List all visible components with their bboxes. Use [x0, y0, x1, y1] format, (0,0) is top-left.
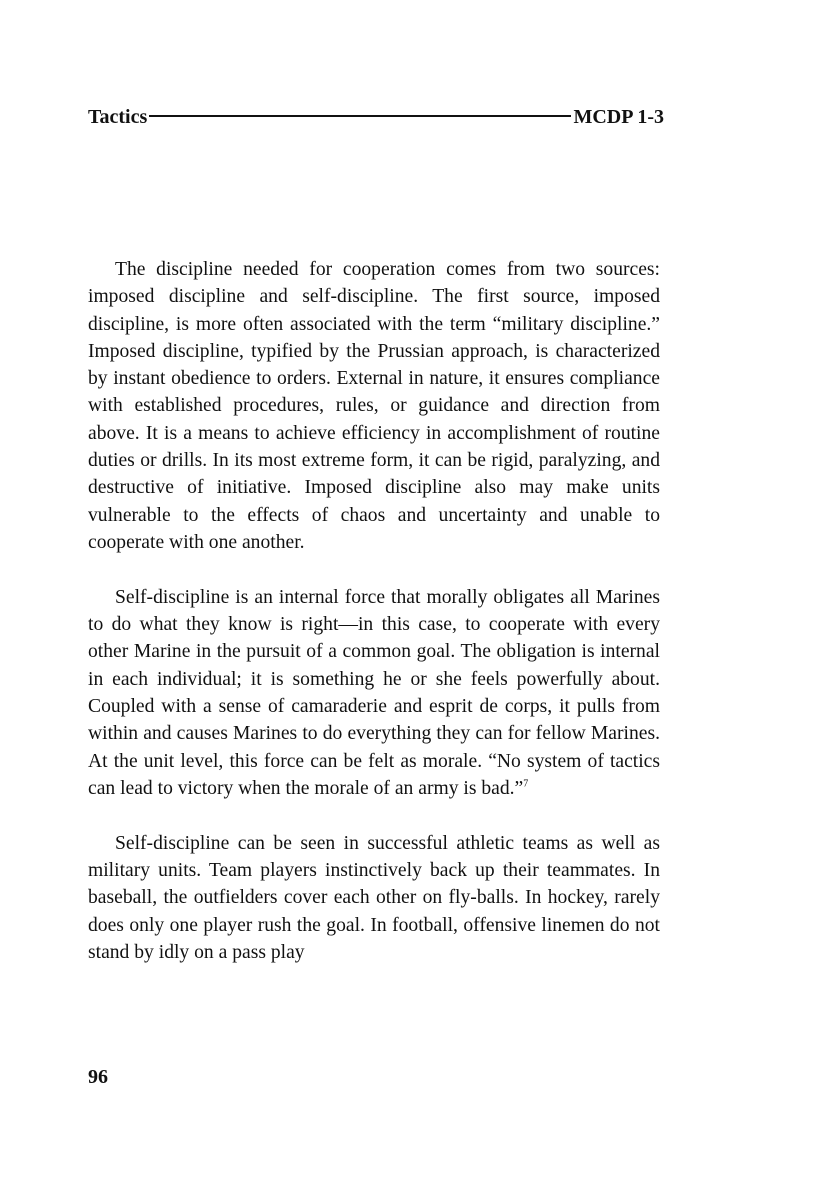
paragraph-text: Self-discipline is an internal force that morally obligates all Marines to do what they know is right—in this case, to cooperate with every other Marine in the pursuit of a common goal. The obligation is internal in each individual; it is something he or she feels powerfully about. Coupled with a sense of camaraderie and esprit de corps, it pulls from within and causes Marines to do everything they can for fellow Marines. At the unit level, this force can be felt as morale. “No system of tactics can lead to victory when the morale of an army is bad.” [88, 586, 660, 799]
page-number: 96 [88, 1066, 108, 1088]
running-header [88, 103, 664, 131]
paragraph-text: Self-discipline can be seen in successful athletic teams as well as military units. Team players instinctively back up their teammates. In baseball, the outfielders cover each other on fly-balls. In hockey, rarely does only one player rush the goal. In football, offensive linemen do not stand by idly on a pass play [88, 832, 660, 964]
header-publication-id: MCDP 1-3 [573, 106, 664, 128]
paragraph-athletic-teams [88, 830, 660, 966]
paragraph-text: The discipline needed for cooperation comes from two sources: imposed discipline and self-discipline. The first source, imposed discipline, is more often associated with the term “military discipline.” Imposed discipline, typified by the Prussian approach, is characterized by instant obedience to orders. External in nature, it ensures compliance with established procedures, rules, or guidance and direction from above. It is a means to achieve efficiency in accomplishment of routine duties or drills. In its most extreme form, it can be rigid, paralyzing, and destructive of initiative. Imposed discipline also may make units vulnerable to the effects of chaos and uncertainty and unable to cooperate with one another. [88, 259, 660, 553]
paragraph-self-discipline [88, 584, 660, 802]
paragraph-imposed-discipline [88, 256, 660, 556]
body-text [88, 256, 660, 994]
footnote-reference: 7 [523, 778, 529, 790]
header-section-title: Tactics [88, 106, 148, 128]
header-rule [149, 115, 571, 117]
